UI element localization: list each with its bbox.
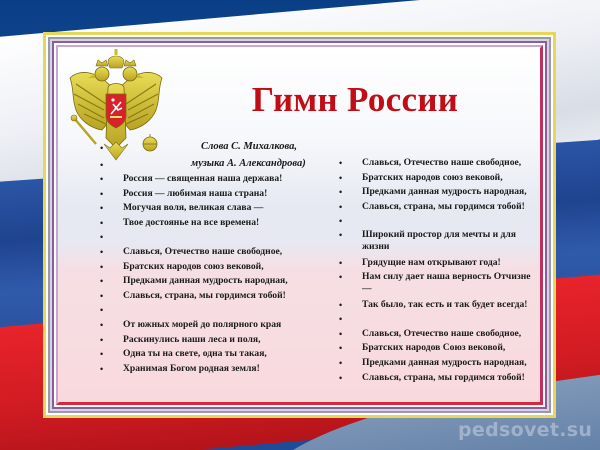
- verse-line: [337, 256, 542, 271]
- bullet: •: [100, 276, 104, 287]
- bullet: •: [339, 201, 343, 212]
- bullet: •: [100, 217, 104, 228]
- bullet: •: [100, 334, 104, 345]
- verse-line: [98, 201, 328, 216]
- credit-music-line: [98, 155, 328, 172]
- verse-text: Россия — любимая наша страна!: [123, 187, 268, 199]
- verse-line: [98, 347, 328, 362]
- chorus-line: [98, 245, 328, 260]
- verse-text: От южных морей до полярного края: [123, 318, 282, 330]
- verse-text: Предками данная мудрость народная,: [123, 275, 288, 287]
- verse-line: [98, 172, 328, 187]
- verse-line: [98, 362, 328, 377]
- bullet: •: [100, 305, 104, 316]
- verse-line-empty: [337, 214, 542, 229]
- verse-text: Славься, Отечество наше свободное,: [123, 245, 283, 257]
- chorus-line: [98, 274, 328, 289]
- watermark: pedsovet.su: [458, 419, 593, 441]
- bullet: •: [100, 174, 104, 184]
- anthem-right-column: [337, 156, 542, 385]
- credit-music: музыка А. Александрова): [191, 158, 306, 169]
- bullet: •: [100, 246, 104, 257]
- verse-text: Грядущие нам открывают года!: [362, 256, 501, 268]
- verse-text: Раскинулись наши леса и поля,: [123, 333, 261, 345]
- verse-text: Братских народов союз вековой,: [362, 171, 503, 183]
- bullet: •: [100, 363, 104, 374]
- chorus-line: [98, 289, 328, 304]
- chorus-line: [337, 185, 542, 200]
- verse-text: Широкий простор для мечты и для жизни: [362, 228, 516, 253]
- bullet: •: [339, 229, 343, 240]
- verse-line: [98, 333, 328, 348]
- credit-words-line: [98, 138, 328, 155]
- bullet: •: [100, 232, 104, 243]
- verse-text: Россия — священная наша держава!: [123, 173, 283, 184]
- chorus-line: [337, 327, 542, 342]
- bullet: •: [339, 328, 343, 339]
- verse-line-empty: [337, 312, 542, 327]
- chorus-line: [98, 260, 328, 275]
- verse-line: [98, 187, 328, 202]
- verse-text: Славься, Отечество наше свободное,: [362, 327, 522, 339]
- bullet: •: [339, 314, 343, 325]
- verse-text: Нам силу дает наша верность Отчизне —: [362, 270, 531, 295]
- bullet: •: [339, 216, 343, 227]
- anthem-left-column: [98, 138, 328, 376]
- verse-text: Славься, страна, мы гордимся тобой!: [362, 200, 525, 212]
- verse-line: [337, 229, 542, 256]
- bullet: •: [100, 188, 104, 199]
- bullet: •: [100, 290, 104, 301]
- chorus-line: [337, 356, 542, 371]
- verse-line-empty: [98, 230, 328, 245]
- bullet: •: [339, 343, 343, 354]
- credit-words: Слова С. Михалкова,: [201, 141, 297, 152]
- verse-line: [98, 318, 328, 333]
- bullet: •: [100, 349, 104, 360]
- verse-line: [337, 271, 542, 298]
- chorus-line: [337, 156, 542, 171]
- bullet: •: [339, 158, 343, 168]
- bullet: •: [339, 187, 343, 198]
- bullet: •: [339, 271, 343, 282]
- bullet: •: [100, 143, 104, 153]
- verse-text: Предками данная мудрость народная,: [362, 186, 527, 198]
- verse-line: [337, 298, 542, 313]
- bullet: •: [339, 372, 343, 383]
- chorus-line: [337, 200, 542, 215]
- verse-text: Предками данная мудрость народная,: [362, 356, 527, 368]
- chorus-line: [337, 341, 542, 356]
- verse-line: [98, 216, 328, 231]
- verse-text: Так было, так есть и так будет всегда!: [362, 298, 528, 310]
- verse-text: Твое достоянье на все времена!: [123, 216, 260, 228]
- bullet: •: [100, 261, 104, 272]
- page-title: Гимн России: [251, 80, 459, 119]
- verse-text: Братских народов союз вековой,: [123, 260, 264, 272]
- verse-text: Славься, страна, мы гордимся тобой!: [123, 289, 286, 301]
- bullet: •: [339, 357, 343, 368]
- bullet: •: [100, 203, 104, 214]
- verse-text: Могучая воля, великая слава —: [123, 202, 264, 214]
- verse-text: Славься, страна, мы гордимся тобой!: [362, 371, 525, 383]
- bullet: •: [339, 257, 343, 268]
- verse-line-empty: [98, 303, 328, 318]
- chorus-line: [337, 371, 542, 386]
- chorus-line: [337, 171, 542, 186]
- bullet: •: [100, 160, 104, 170]
- bullet: •: [339, 299, 343, 310]
- verse-text: Хранимая Богом родная земля!: [123, 362, 260, 374]
- bullet: •: [339, 172, 343, 183]
- verse-text: Братских народов Союз вековой,: [362, 342, 506, 354]
- bullet: •: [100, 319, 104, 330]
- verse-text: Одна ты на свете, одна ты такая,: [123, 348, 267, 360]
- verse-text: Славься, Отечество наше свободное,: [362, 157, 522, 168]
